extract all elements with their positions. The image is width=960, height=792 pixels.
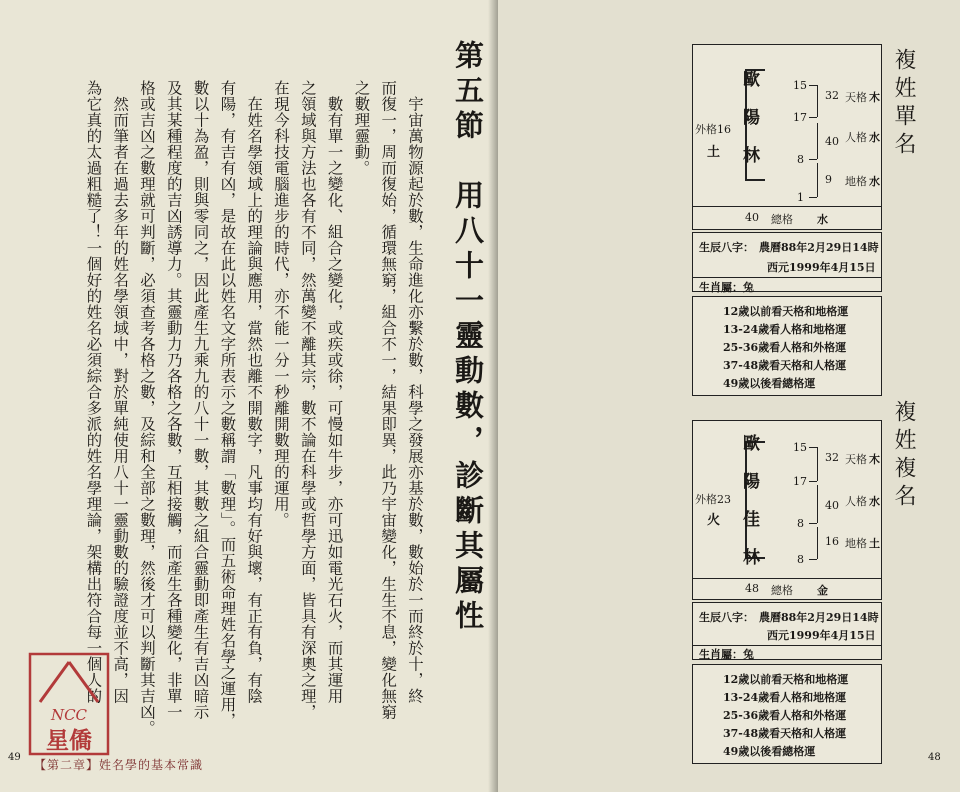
bazi-solar: 西元1999年4月15日 (767, 629, 876, 642)
fortune-line: 37-48歲看天格和人格運 (723, 727, 847, 740)
total-num: 40 (745, 211, 759, 224)
stroke-num: 8 (797, 153, 804, 166)
grid-label: 天格 (845, 453, 867, 466)
grid-sum: 9 (825, 173, 832, 186)
page-number-left: 49 (8, 752, 21, 763)
text-column: 宇宙萬物源起於數，生命進化亦繫於數，科學之發展亦基於數，數始於一而終於十，終 (406, 80, 424, 704)
bazi-label: 生辰八字： (699, 241, 754, 254)
stroke-num: 8 (797, 517, 804, 530)
outer-grid-label: 外格23 (695, 493, 731, 506)
name-grid-box-1 (692, 44, 882, 208)
page-number-right: 48 (928, 752, 941, 763)
section-heading: 第五節 用八十一靈動數，診斷其屬性 (451, 40, 485, 635)
grid-sum: 32 (825, 451, 839, 464)
stroke-num: 17 (793, 111, 807, 124)
fortune-line: 25-36歲看人格和外格運 (723, 709, 847, 722)
grid-label: 天格 (845, 91, 867, 104)
name-char: 陽 (743, 108, 760, 128)
stroke-num: 15 (793, 441, 807, 454)
text-column: 然而筆者在過去多年的姓名學領域中，對於單純使用八十一靈動數的驗證度並不高，因 (111, 80, 130, 704)
birth-info-box-1 (692, 232, 882, 292)
fortune-box-2 (692, 664, 882, 764)
zodiac: 生肖屬：兔 (699, 648, 754, 661)
text-column: 之數理靈動。 (352, 80, 371, 176)
side-title-2: 複姓複名 (891, 400, 916, 512)
grid-sum: 16 (825, 535, 839, 548)
name-char: 林 (743, 146, 760, 166)
outer-grid-label: 外格16 (695, 123, 731, 136)
total-num: 48 (745, 582, 759, 595)
fortune-line: 13-24歲看人格和地格運 (723, 323, 847, 336)
text-column: 在姓名學領域上的理論與應用，當然也離不開數字，凡事均有好與壞，有正有負，有陰 (245, 80, 264, 704)
outer-grid-element: 火 (707, 513, 721, 528)
grid-element: 木 (869, 91, 880, 104)
grid-element: 水 (869, 495, 880, 508)
name-grid-box-2 (692, 420, 882, 580)
text-column: 有陽，有吉有凶，是故在此以姓名文字所表示之數稱謂「數理」。而五術命理姓名學之運用， (218, 80, 237, 729)
text-column: 數以十為盈，則與零同之，因此產生九乘九的八十一數，其數之組合靈動即產生有吉凶暗示 (191, 80, 210, 720)
side-title-1: 複姓單名 (891, 48, 916, 160)
total-grid-row-2 (692, 578, 882, 600)
text-column: 為它真的太過粗糙了！一個好的姓名必須綜合多派的姓名學理論，架構出符合每一個人的 (84, 80, 103, 704)
bazi-solar: 西元1999年4月15日 (767, 261, 876, 274)
text-column: 在現今科技電腦進步的時代，亦不能一分一秒離開數理的運用。 (272, 80, 290, 528)
fortune-line: 12歲以前看天格和地格運 (723, 305, 849, 318)
name-char: 林 (743, 548, 760, 568)
name-char: 佳 (743, 510, 760, 530)
text-column: 數有單一之變化、組合之變化，或疾或徐，可慢如牛步，亦可迅如電光石火，而其運用 (325, 80, 344, 704)
grid-sum: 40 (825, 135, 839, 148)
grid-label: 地格 (845, 175, 867, 188)
text-column: 及其某種程度的吉凶誘導力。其靈動力乃各格之各數，互相接觸，而產生各種變化，非單一 (164, 80, 183, 720)
name-char: 歐 (743, 70, 760, 90)
text-column: 格或吉凶之數理就可判斷，必須查考各格之數，及綜和全部之數理，然後才可以判斷其吉凶。 (138, 80, 156, 736)
grid-sum: 32 (825, 89, 839, 102)
bazi-label: 生辰八字： (699, 611, 754, 624)
bazi-lunar: 農曆88年2月29日14時 (759, 241, 879, 254)
grid-label: 人格 (845, 495, 867, 508)
text-column: 之領域與方法也各有不同，然萬變不離其宗，數不論在科學或哲學方面，皆具有深奧之理， (298, 80, 317, 720)
total-element: 金 (817, 584, 828, 597)
stroke-num: 1 (797, 191, 804, 204)
grid-element: 木 (869, 453, 880, 466)
fortune-line: 49歲以後看總格運 (723, 377, 816, 390)
fortune-line: 12歲以前看天格和地格運 (723, 673, 849, 686)
grid-label: 人格 (845, 131, 867, 144)
birth-info-box-2 (692, 602, 882, 660)
grid-sum: 40 (825, 499, 839, 512)
grid-element: 土 (869, 537, 880, 550)
fortune-line: 49歲以後看總格運 (723, 745, 816, 758)
page-footer: 【第二章】姓名學的基本常識 (34, 758, 204, 772)
name-char: 歐 (743, 434, 760, 454)
name-char: 陽 (743, 472, 760, 492)
grid-label: 地格 (845, 537, 867, 550)
grid-element: 水 (869, 175, 880, 188)
total-element: 水 (817, 213, 828, 226)
fortune-line: 25-36歲看人格和外格運 (723, 341, 847, 354)
right-page (498, 0, 960, 792)
stamp-letters: NCC (50, 706, 88, 724)
fortune-box-1 (692, 296, 882, 396)
bazi-lunar: 農曆88年2月29日14時 (759, 611, 879, 624)
stamp-logo (28, 652, 110, 756)
fortune-line: 13-24歲看人格和地格運 (723, 691, 847, 704)
outer-grid-element: 土 (707, 145, 721, 160)
total-label: 總格 (771, 584, 793, 597)
grid-element: 水 (869, 131, 880, 144)
fortune-line: 37-48歲看天格和人格運 (723, 359, 847, 372)
total-grid-row-1 (692, 206, 882, 230)
text-column: 而復一，周而復始，循環無窮，組合不一，結果即異，此乃宇宙變化，生生不息，變化無窮 (379, 80, 398, 720)
total-label: 總格 (771, 213, 793, 226)
stroke-num: 17 (793, 475, 807, 488)
zodiac: 生肖屬：兔 (699, 281, 754, 294)
stroke-num: 8 (797, 553, 804, 566)
stroke-num: 15 (793, 79, 807, 92)
stamp-name: 星僑 (46, 727, 92, 754)
